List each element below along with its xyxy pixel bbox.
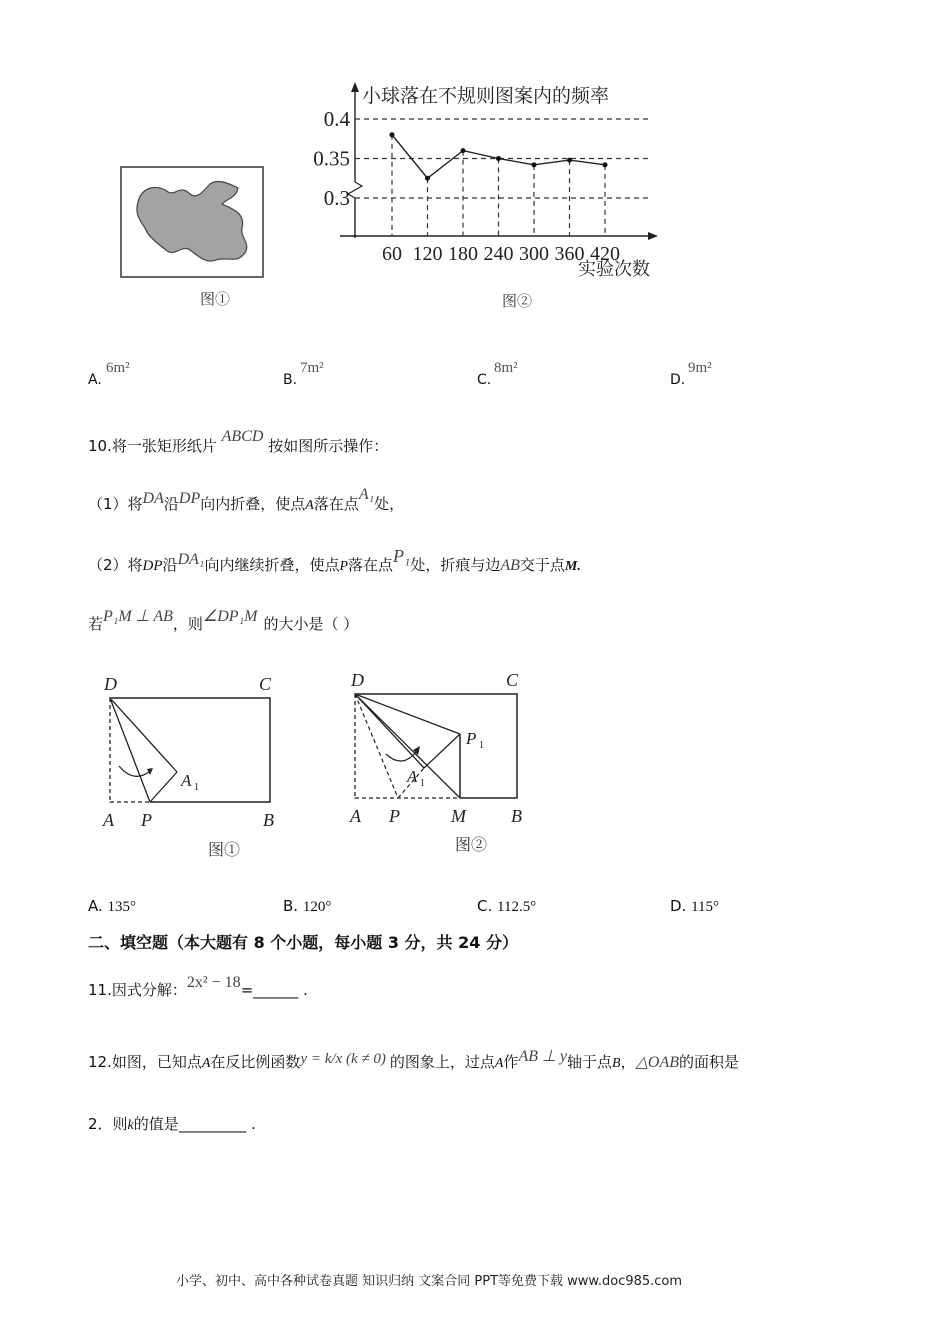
figure1-caption: 图① <box>200 292 231 308</box>
y-tick-label: 0.4 <box>323 107 350 131</box>
q12-math-a2: A <box>494 1056 504 1071</box>
fig2-label-a: A <box>350 806 361 826</box>
q9-option-a-letter: A. <box>88 372 102 388</box>
q10-intro <box>88 428 389 457</box>
q9-option-c-letter: C. <box>477 372 492 388</box>
q10-condition <box>88 608 359 635</box>
q10-option-d-letter: D. <box>670 897 687 915</box>
data-point <box>567 158 572 163</box>
q10-option-d-value: 115° <box>691 899 720 915</box>
q12-text-d: 作 <box>503 1053 519 1071</box>
q11-text-a: 11.因式分解： <box>88 981 187 999</box>
x-tick-label: 360 <box>554 243 585 265</box>
q10-step1 <box>88 486 405 516</box>
q11-expression: 2x² − 18 <box>186 974 241 991</box>
q9-option-b-letter: B. <box>283 372 298 388</box>
figure1-irregular-shape <box>118 164 268 280</box>
step2-math-p: P <box>339 559 349 574</box>
q10-option-a-value: 135° <box>107 899 137 915</box>
x-tick-label: 420 <box>590 243 620 265</box>
cond-math-angle: ∠DP₁M <box>202 608 258 625</box>
fig2-label-m: M <box>451 806 466 826</box>
q10-option-a-letter: A. <box>88 897 103 915</box>
fig1-label-b: B <box>263 810 274 830</box>
x-tick-label: 240 <box>483 243 514 265</box>
figure2-caption: 图② <box>502 294 533 310</box>
data-point <box>532 162 537 167</box>
y-axis-label: 小球落在不规则图案内的频率 <box>362 86 610 107</box>
fig2-label-a1-sub: 1 <box>420 778 425 789</box>
q12-function: y = k/x (k ≠ 0) <box>300 1051 386 1067</box>
q9-option-a-value: 6m² <box>106 360 130 376</box>
fig1-label-p: P <box>141 810 152 830</box>
x-tick-label: 120 <box>412 243 443 265</box>
step2-math-da1: DA₁ <box>177 551 205 568</box>
q9-option-c-value: 8m² <box>494 360 518 376</box>
step1-text-b: 沿 <box>163 495 179 513</box>
q12-math-triangle: △OAB <box>635 1054 680 1071</box>
q12-line2-text-b: 的值是_________ . <box>133 1115 256 1133</box>
step2-math-ab: AB <box>500 557 520 574</box>
cond-text-b: ，则 <box>172 615 203 633</box>
data-point <box>496 156 501 161</box>
section2-title: 二、填空题（本大题有 8 个小题，每小题 3 分，共 24 分） <box>88 933 518 952</box>
fig2-label-p: P <box>389 806 400 826</box>
step1-math-a: A <box>305 498 314 513</box>
cond-text-a: 若 <box>88 615 104 633</box>
step2-text-e: 处，折痕与边 <box>410 556 501 574</box>
fig2-label-d: D <box>351 670 364 690</box>
step1-text-c: 向内折叠，使点 <box>200 495 306 513</box>
data-point <box>461 148 466 153</box>
fig1-caption: 图① <box>208 842 241 859</box>
q12-math-perp: AB ⊥ y <box>518 1048 568 1065</box>
step2-text-d: 落在点 <box>348 556 394 574</box>
q10-option-b <box>283 896 331 917</box>
q10-option-b-letter: B. <box>283 897 299 915</box>
step2-math-m: M. <box>564 559 581 574</box>
step1-math-da: DA <box>142 490 164 507</box>
q9-option-b-value: 7m² <box>300 360 324 376</box>
q12-math-a: A <box>201 1056 211 1071</box>
fig2-label-a1: A <box>407 767 418 786</box>
q10-option-a <box>88 896 136 917</box>
q10-intro-text-a: 10.将一张矩形纸片 <box>88 437 217 455</box>
fig1-label-c: C <box>259 674 272 694</box>
q12-text-a: 12.如图，已知点 <box>88 1053 202 1071</box>
q11 <box>88 974 308 1001</box>
q12-line1 <box>88 1048 740 1074</box>
data-point <box>603 162 608 167</box>
q10-step2 <box>88 546 581 577</box>
x-tick-label: 180 <box>448 243 478 265</box>
q12-math-k: k <box>127 1118 134 1133</box>
q10-option-b-value: 120° <box>302 899 332 915</box>
x-tick-label: 60 <box>382 243 402 265</box>
fig1-label-a1: A <box>181 771 192 790</box>
step1-math-dp: DP <box>178 490 201 507</box>
step2-math-p1: P₁ <box>393 546 411 566</box>
fig1-label-a: A <box>103 810 114 830</box>
fig1-label-a1-sub: 1 <box>194 782 199 793</box>
q9-option-d-letter: D. <box>670 372 686 388</box>
fig2-label-b: B <box>511 806 522 826</box>
q10-rectangle-name: ABCD <box>221 428 264 445</box>
q9-option-d-value: 9m² <box>688 360 712 376</box>
fig2-label-c: C <box>506 670 519 690</box>
q10-figure2 <box>340 664 540 860</box>
step1-math-a1: A₁ <box>358 486 375 503</box>
q12-line2-text-a: 2．则 <box>88 1115 128 1133</box>
q12-text-f: ， <box>620 1053 636 1071</box>
fig2-caption: 图② <box>455 837 488 854</box>
x-tick-label: 300 <box>519 243 549 265</box>
q12-text-g: 的面积是 <box>679 1053 740 1071</box>
q12-text-b: 在反比例函数 <box>210 1053 301 1071</box>
step2-text-a: （2）将 <box>88 556 143 574</box>
data-point <box>390 132 395 137</box>
fig2-label-p1: P <box>466 729 477 748</box>
q11-text-b: =______ . <box>240 981 308 999</box>
y-tick-label: 0.35 <box>313 146 350 171</box>
q10-option-d <box>670 896 719 917</box>
q10-figure1 <box>95 668 295 864</box>
q12-line2 <box>88 1114 256 1136</box>
frequency-line-chart <box>300 78 690 288</box>
data-point <box>425 176 430 181</box>
q10-option-c <box>477 896 536 917</box>
step2-text-b: 沿 <box>162 556 178 574</box>
cond-math-perp: P₁M ⊥ AB <box>103 608 173 625</box>
step1-text-a: （1）将 <box>88 495 143 513</box>
step2-text-c: 向内继续折叠，使点 <box>204 556 340 574</box>
y-tick-label: 0.3 <box>323 186 350 210</box>
q12-text-c: 的图象上，过点 <box>389 1053 495 1071</box>
fig2-label-p1-sub: 1 <box>479 740 484 751</box>
page-footer: 小学、初中、高中各种试卷真题 知识归纳 文案合同 PPT等免费下载 www.doc985.com <box>176 1274 683 1289</box>
step2-math-dp: DP <box>142 558 163 574</box>
fig1-label-d: D <box>104 674 117 694</box>
q12-text-e: 轴于点 <box>567 1053 613 1071</box>
cond-text-c: 的大小是（ ） <box>263 615 359 633</box>
step1-text-e: 处， <box>374 495 405 513</box>
step2-text-f: 交于点 <box>519 556 565 574</box>
q12-math-b: B <box>612 1056 621 1071</box>
q10-option-c-value: 112.5° <box>497 899 537 915</box>
x-axis-label: 实验次数 <box>578 259 650 279</box>
step1-text-d: 落在点 <box>313 495 359 513</box>
q10-option-c-letter: C. <box>477 897 493 915</box>
q10-intro-text-b: 按如图所示操作： <box>268 437 389 455</box>
